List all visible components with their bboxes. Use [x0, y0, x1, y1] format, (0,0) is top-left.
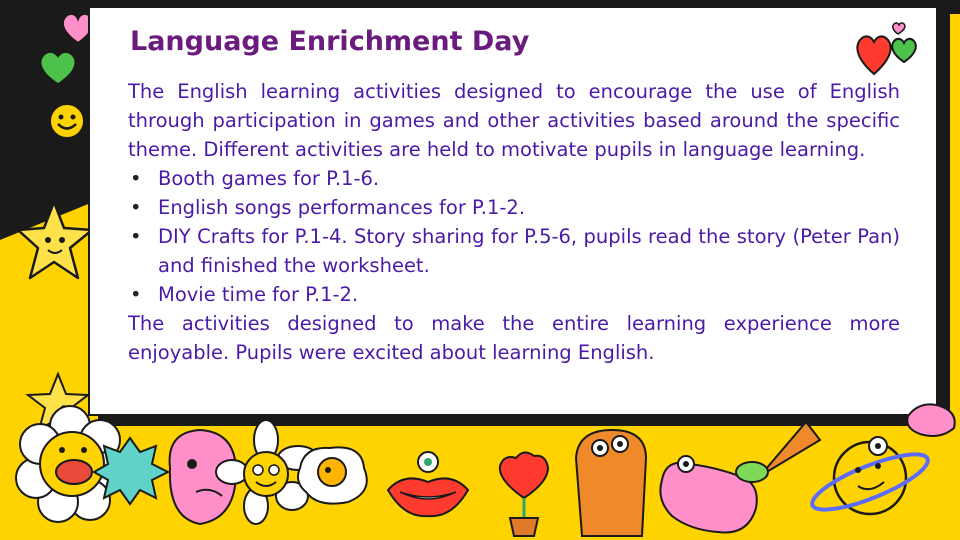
bullet-icon: • — [130, 283, 142, 306]
list-item: • English songs performances for P.1-2. — [128, 193, 900, 222]
characters-row — [0, 368, 960, 540]
intro-paragraph: The English learning activities designed to encourage the use of English through participation in games and other activities based around the specific theme. Different activities are held to motivate pupils in language learning. — [128, 80, 900, 161]
list-item: • DIY Crafts for P.1-4. Story sharing for P.5-6, pupils read the story (Peter Pan) and finished the worksheet. — [128, 222, 900, 280]
content-card — [88, 6, 938, 416]
bullet-icon: • — [130, 196, 142, 219]
bullet-icon: • — [130, 167, 142, 190]
slide-title: Language Enrichment Day — [130, 26, 530, 57]
star-icon — [16, 198, 96, 288]
smiley-icon — [48, 102, 86, 140]
red-heart-icon — [852, 18, 922, 78]
conclusion-paragraph: The activities designed to make the entire learning experience more enjoyable. Pupils were excited about learning English. — [128, 312, 900, 364]
activity-list — [128, 164, 900, 309]
green-heart-icon — [36, 48, 80, 86]
potted-heart-flower-icon — [500, 452, 548, 536]
toast-icon — [576, 430, 646, 536]
pink-worm-icon — [660, 422, 820, 533]
bullet-icon: • — [130, 225, 142, 248]
list-item: • Movie time for P.1-2. — [128, 280, 900, 309]
fried-egg-icon — [298, 447, 367, 503]
planet-icon — [807, 437, 934, 520]
spiky-icon — [94, 438, 168, 504]
slide-body — [128, 77, 900, 367]
lips-icon — [388, 452, 468, 516]
list-item: • Booth games for P.1-6. — [128, 164, 900, 193]
